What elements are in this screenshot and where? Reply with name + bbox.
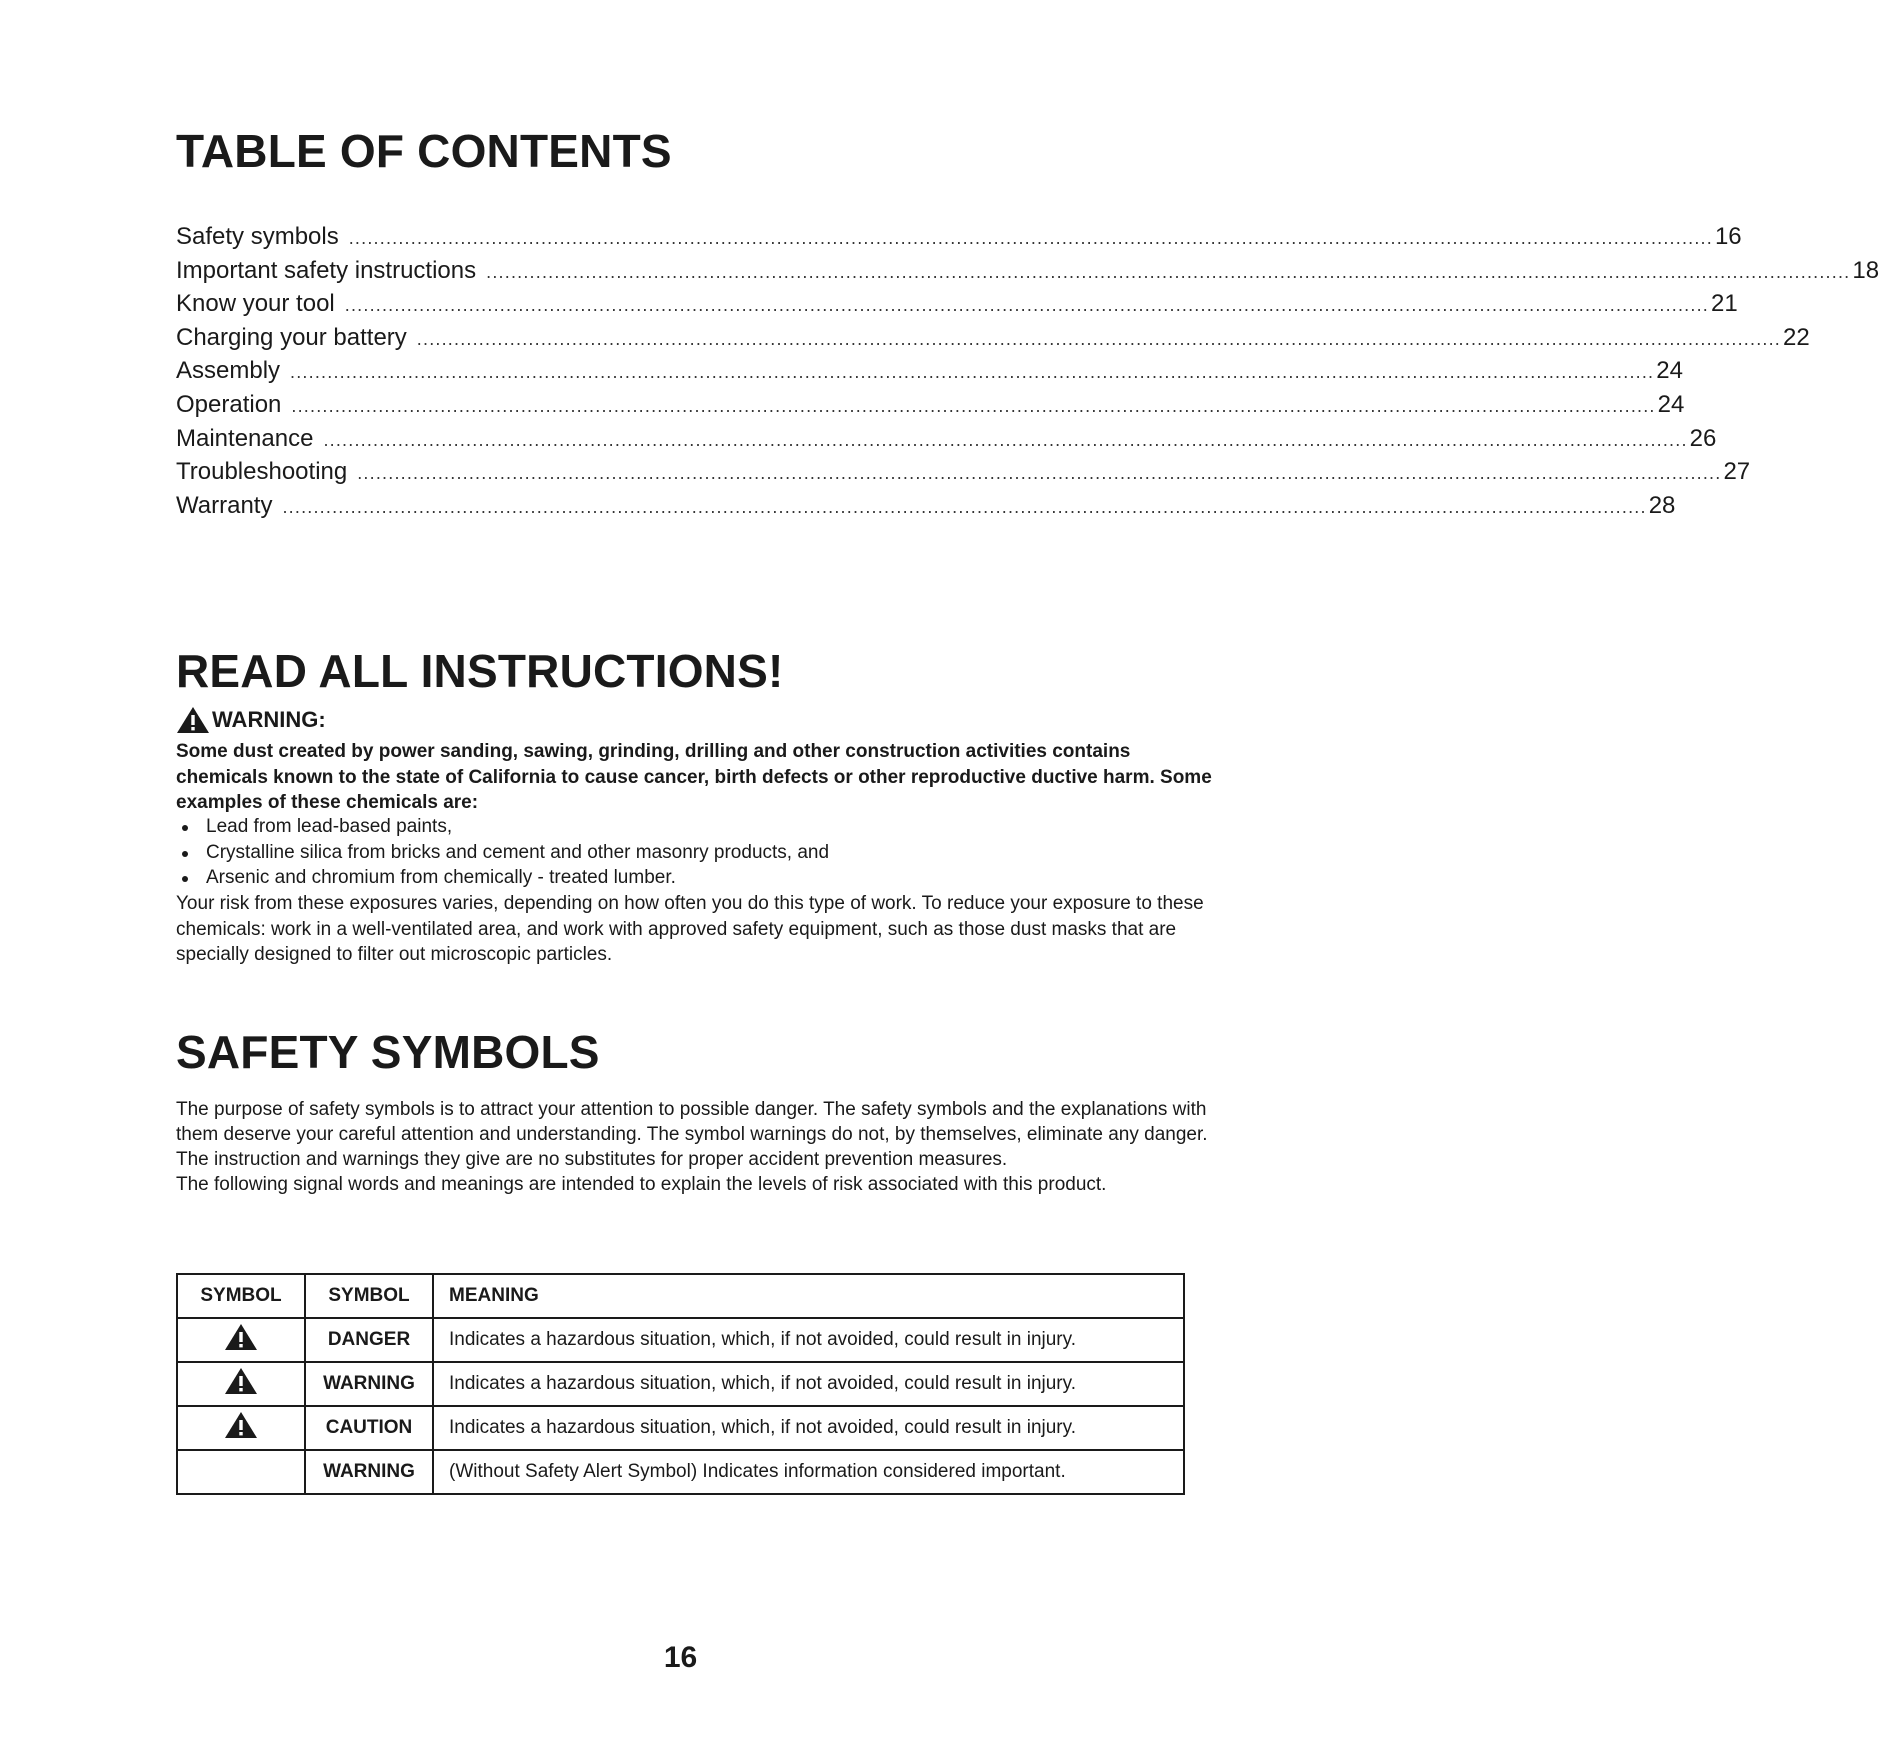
table-header-cell: SYMBOL [177, 1274, 305, 1318]
toc-leader-dots: ............................................................................................................................................................................................................................ [416, 328, 1782, 349]
toc-leader-dots: ............................................................................................................................................................................................................................ [291, 395, 1656, 416]
signal-word-cell: DANGER [305, 1318, 433, 1362]
safety-intro [176, 1097, 1216, 1197]
symbol-cell [177, 1450, 305, 1494]
toc-leader-dots: ............................................................................................................................................................................................................................ [290, 362, 1655, 383]
symbol-cell [177, 1362, 305, 1406]
table-row [177, 1362, 1184, 1406]
toc-entry-label: Troubleshooting [176, 458, 348, 486]
toc-entry-label: Assembly [176, 357, 281, 385]
toc-entry-page: 28 [1648, 491, 1676, 519]
safety-symbols-title: SAFETY SYMBOLS [176, 1026, 600, 1078]
toc-entry-page: 24 [1657, 390, 1685, 418]
meaning-cell: Indicates a hazardous situation, which, if not avoided, could result in injury. [433, 1362, 1184, 1406]
table-header-row [177, 1274, 1184, 1318]
table-row [177, 1450, 1184, 1494]
toc-leader-dots: ............................................................................................................................................................................................................................ [486, 261, 1851, 282]
warning-heading [176, 706, 326, 734]
symbol-cell [177, 1406, 305, 1450]
symbol-cell [177, 1318, 305, 1362]
meaning-cell: Indicates a hazardous situation, which, if not avoided, could result in injury. [433, 1406, 1184, 1450]
toc-entry [176, 388, 1685, 422]
toc-entry-page: 26 [1689, 424, 1717, 452]
meaning-cell: (Without Safety Alert Symbol) Indicates information considered important. [433, 1450, 1184, 1494]
toc-entry [176, 220, 1742, 254]
toc-entry [176, 422, 1717, 456]
alert-triangle-icon [224, 1323, 258, 1351]
toc-entry [176, 287, 1738, 321]
alert-triangle-icon [224, 1367, 258, 1395]
list-item: Lead from lead-based paints, [176, 814, 1216, 840]
toc-entry-label: Charging your battery [176, 323, 407, 351]
toc-entry-page: 16 [1714, 223, 1742, 250]
page-number: 16 [663, 1641, 698, 1674]
signal-words-table [176, 1273, 1185, 1495]
toc-leader-dots: ............................................................................................................................................................................................................................ [357, 463, 1722, 484]
safety-intro-paragraph: The following signal words and meanings are intended to explain the levels of risk associated with this product. [176, 1174, 1107, 1195]
safety-intro-paragraph: The purpose of safety symbols is to attract your attention to possible danger. The safety symbols and the explanations with them deserve your careful attention and understanding. The symbol warnings do not, by themselves, eliminate any danger. The instruction and warnings they give are no substitutes for proper accident prevention measures. [176, 1099, 1208, 1170]
chemical-list [176, 814, 1216, 891]
toc-entry-label: Know your tool [176, 290, 335, 318]
toc-leader-dots: ............................................................................................................................................................................................................................ [323, 429, 1688, 450]
list-item: Crystalline silica from bricks and cement and other masonry products, and [176, 840, 1216, 866]
toc-entry [176, 321, 1810, 355]
signal-word-cell: CAUTION [305, 1406, 433, 1450]
toc-title: TABLE OF CONTENTS [176, 125, 672, 177]
toc-entry-label: Operation [176, 390, 282, 418]
toc-entry-label: Maintenance [176, 424, 314, 452]
toc-entry-label: Important safety instructions [176, 256, 477, 284]
toc-entry-label: Safety symbols [176, 223, 339, 250]
toc-entry-page: 18 [1852, 256, 1879, 284]
table-row [177, 1318, 1184, 1362]
read-instructions-title: READ ALL INSTRUCTIONS! [176, 645, 784, 697]
toc-entry [176, 254, 1879, 288]
toc-entry-page: 22 [1783, 323, 1810, 351]
toc-entry [176, 354, 1683, 388]
table-header-cell: SYMBOL [305, 1274, 433, 1318]
toc-leader-dots: ............................................................................................................................................................................................................................ [282, 496, 1647, 517]
alert-triangle-icon [224, 1411, 258, 1439]
table-row [177, 1406, 1184, 1450]
list-item: Arsenic and chromium from chemically - treated lumber. [176, 865, 1216, 891]
toc-entry-page: 27 [1723, 458, 1751, 486]
warning-body: Some dust created by power sanding, sawing, grinding, drilling and other construction activities contains chemicals known to the state of California to cause cancer, birth defects or other reproductive ductive harm. Some examples of these chemicals are: [176, 741, 1212, 813]
toc-entry-label: Warranty [176, 491, 273, 519]
table-header-cell: MEANING [433, 1274, 1184, 1318]
meaning-cell: Indicates a hazardous situation, which, if not avoided, could result in injury. [433, 1318, 1184, 1362]
table-of-contents [176, 220, 1879, 522]
toc-entry [176, 455, 1751, 489]
toc-leader-dots: ............................................................................................................................................................................................................................ [344, 295, 1709, 316]
warning-heading-text: WARNING: [212, 707, 326, 732]
risk-paragraph: Your risk from these exposures varies, depending on how often you do this type of work. To reduce your exposure to these chemicals: work in a well-ventilated area, and work with approved safety equipment, such as those dust masks that are specially designed to filter out microscopic particles. [176, 893, 1204, 965]
alert-triangle-icon [176, 706, 210, 734]
toc-entry-page: 21 [1710, 290, 1738, 318]
signal-word-cell: WARNING [305, 1362, 433, 1406]
toc-leader-dots: ............................................................................................................................................................................................................................ [348, 228, 1713, 248]
signal-word-cell: WARNING [305, 1450, 433, 1494]
toc-entry [176, 489, 1676, 523]
toc-entry-page: 24 [1656, 357, 1683, 385]
